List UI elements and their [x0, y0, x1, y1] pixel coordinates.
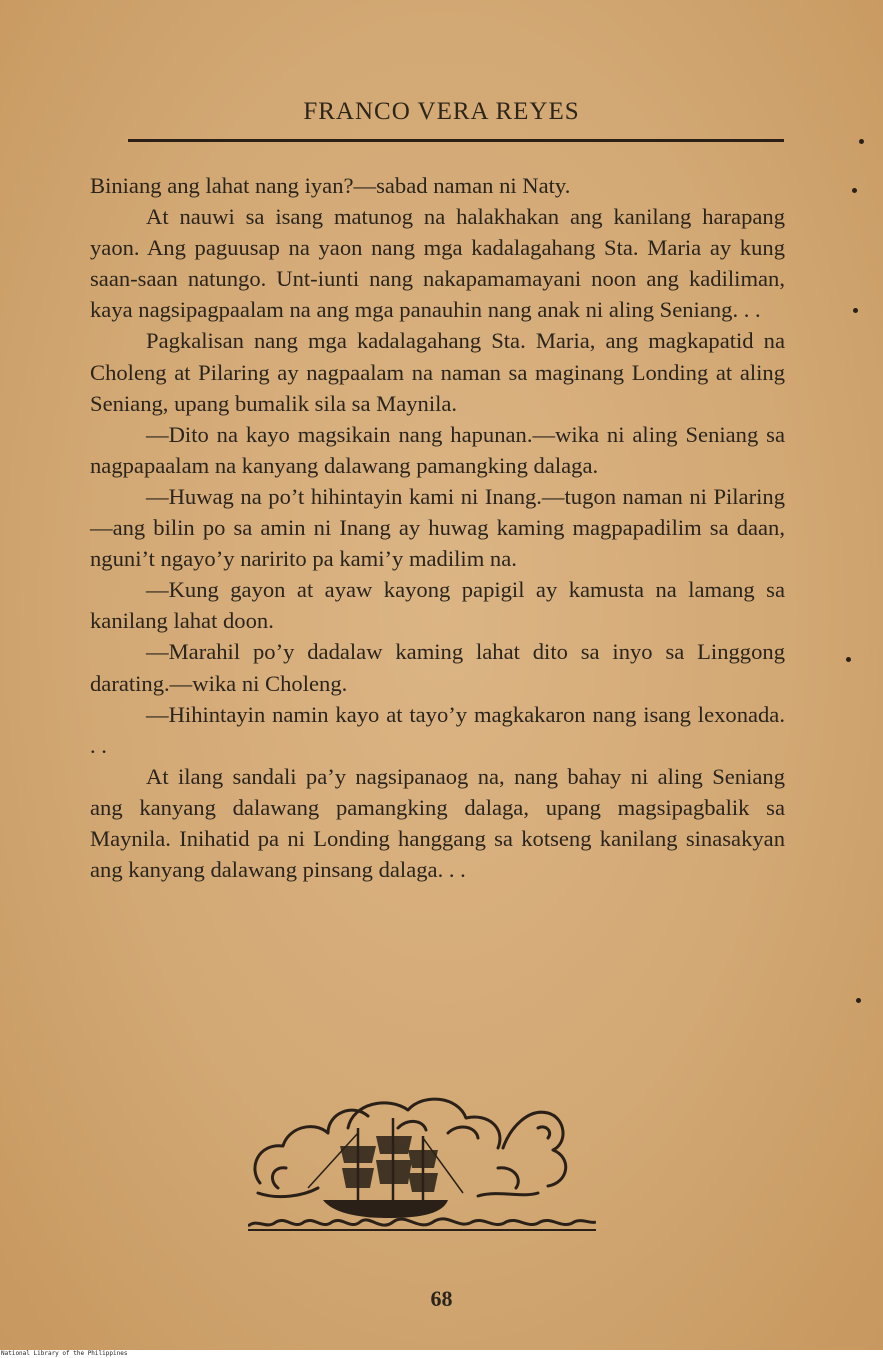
speck — [859, 139, 864, 144]
speck — [856, 998, 861, 1003]
paragraph: Biniang ang lahat nang iyan?—sabad naman ni Naty. — [90, 173, 571, 198]
paragraph: —Kung gayon at ayaw kayong papigil ay kamusta na lamang sa kanilang lahat doon. — [90, 577, 785, 634]
paragraph: Pagkalisan nang mga kadalagahang Sta. Maria, ang magkapatid na Choleng at Pilaring ay nagpaalam na naman sa maginang Londing at aling Seniang, upang bumalik sila sa Maynila. — [90, 328, 785, 416]
paragraph: At ilang sandali pa’y nagsipanaog na, nang bahay ni aling Seniang ang kanyang dalawang pamangking dalaga, upang magsipagbalik sa Maynila. Inihatid pa ni Londing hanggang sa kotseng kanilang sinasakyan ang kanyang dalawang pinsang dalaga. . . — [90, 763, 785, 883]
sailing-ship-waves-icon — [248, 1088, 596, 1238]
paragraph: —Huwag na po’t hihintayin kami ni Inang.—tugon naman ni Pilaring—ang bilin po sa amin ni Inang ay huwag kaming magpapadilim sa daan, nguni’t ngayo’y naririto pa kami’y madilim na. — [90, 483, 785, 572]
footer-strip — [0, 1350, 883, 1358]
paragraph: —Marahil po’y dadalaw kaming lahat dito sa inyo sa Linggong darating.—wika ni Choleng. — [90, 639, 785, 696]
body-text — [90, 170, 785, 885]
header-rule — [128, 139, 784, 142]
running-header: FRANCO VERA REYES — [303, 98, 580, 125]
library-credit: National Library of the Philippines — [1, 1350, 128, 1357]
paragraph: At nauwi sa isang matunog na halakhakan ang kanilang harapang yaon. Ang paguusap na yaon nang mga kadalagahang Sta. Maria ay kung saan-saan natungo. Unt-iunti nang nakapamamayani noon ang kadiliman, kaya nagsipagpaalam na ang mga panauhin nang anak ni aling Seniang. . . — [90, 204, 785, 323]
speck — [853, 308, 858, 313]
speck — [852, 188, 857, 193]
paragraph: —Hihintayin namin kayo at tayo’y magkakaron nang isang lexonada. . . — [90, 701, 785, 758]
page-number: 68 — [430, 1286, 453, 1311]
paragraph: —Dito na kayo magsikain nang hapunan.—wika ni aling Seniang sa nagpapaalam na kanyang dalawang pamangking dalaga. — [90, 421, 785, 478]
speck — [846, 657, 851, 662]
